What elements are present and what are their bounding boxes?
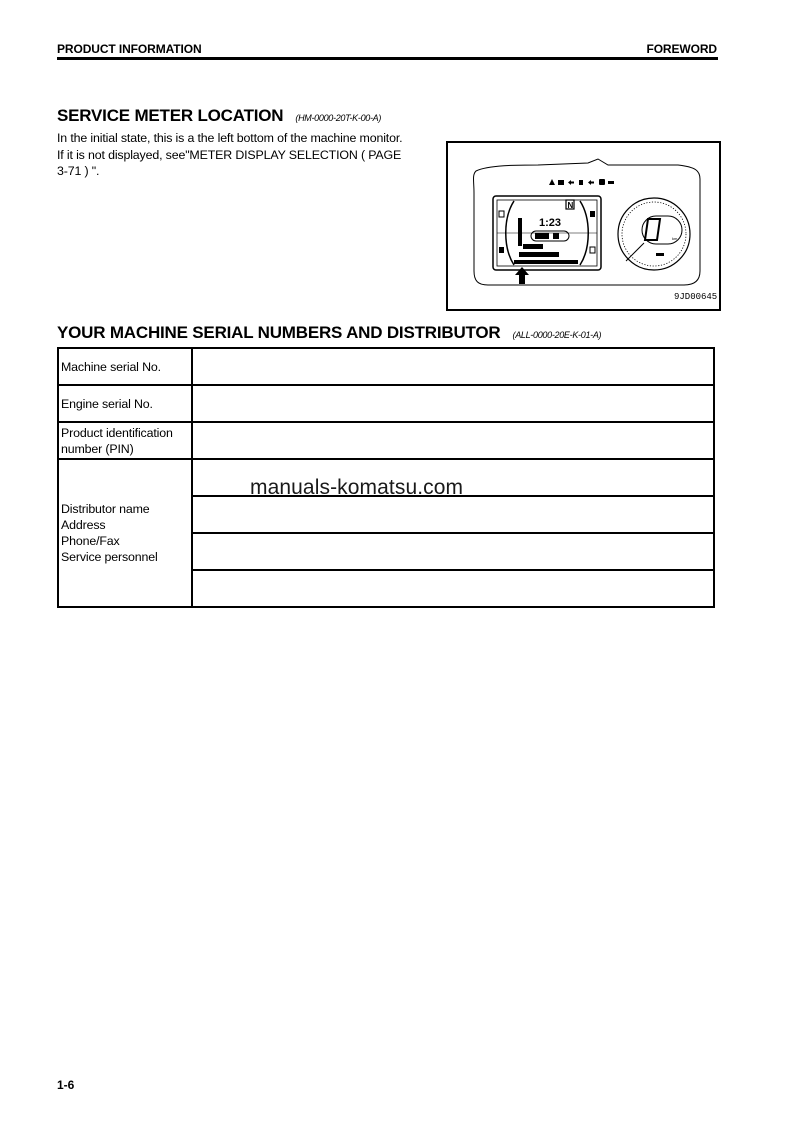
display-time: 1:23 [539,217,562,229]
header-chapter-label: FOREWORD [646,42,717,56]
figure-code-inline: 9JD00645 [674,292,718,302]
machine-serial-label: Machine serial No. [58,348,192,385]
serial-section-heading [57,323,601,343]
engine-serial-label: Engine serial No. [58,385,192,422]
description-line-3: 3-71 ) ". [57,164,100,178]
table-row [58,422,714,459]
header-section-label: PRODUCT INFORMATION [57,42,202,56]
service-meter-heading [57,106,381,126]
service-meter-title: SERVICE METER LOCATION [57,106,284,125]
service-meter-code: (HM-0000-20T-K-00-A) [295,113,382,123]
description-line-1: In the initial state, this is a the left bottom of the machine monitor. [57,131,403,145]
machine-monitor-illustration [448,143,719,309]
pin-label [58,422,192,459]
distributor-name-label: Distributor name [61,502,150,516]
pin-label-line-2: number (PIN) [61,441,134,456]
pin-field[interactable] [192,422,714,459]
machine-monitor-figure [446,141,721,311]
svg-text:km: km [672,236,678,241]
service-personnel-field[interactable] [192,570,714,607]
table-row [58,385,714,422]
page-number: 1-6 [57,1078,75,1092]
description-line-2: If it is not displayed, see"METER DISPLAY SELECTION ( PAGE [57,147,402,162]
engine-serial-field[interactable] [192,385,714,422]
machine-serial-field[interactable] [192,348,714,385]
phone-fax-field[interactable] [192,533,714,570]
gear-indicator: N [567,201,574,210]
serial-section-title: YOUR MACHINE SERIAL NUMBERS AND DISTRIBUTOR [57,323,501,342]
table-row [58,348,714,385]
pin-label-line-1: Product identification [61,425,173,440]
indicator-icons [549,179,614,185]
distributor-label [58,459,192,607]
serial-section-code: (ALL-0000-20E-K-01-A) [512,330,602,340]
address-label: Address [61,518,106,532]
service-personnel-label: Service personnel [61,550,158,564]
header-divider [57,57,718,60]
service-meter-description [57,130,437,180]
phone-fax-label: Phone/Fax [61,534,120,548]
watermark-text: manuals-komatsu.com [250,476,464,499]
address-field[interactable] [192,496,714,533]
